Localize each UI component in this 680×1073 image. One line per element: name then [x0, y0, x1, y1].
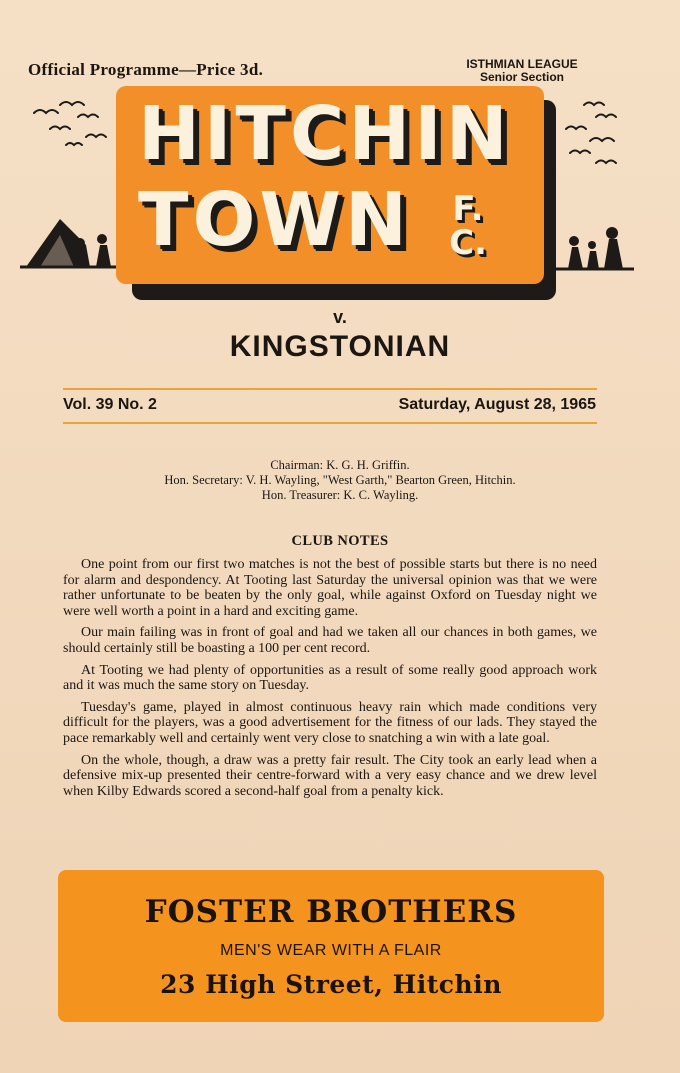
notes-paragraph: Our main failing was in front of goal and had we taken all our chances in both games, we should certainly still be boasting a 100 per cent record. [63, 625, 597, 656]
versus-label: v. [333, 307, 347, 327]
advertiser-address: 23 High Street, Hitchin [160, 970, 502, 999]
notes-paragraph: One point from our first two matches is not the best of possible starts but there is no need for alarm and despondency. At Tooting last Saturday the universal opinion was that we were rather unfortunate to be beaten by the only goal, while against Oxford on Tuesday night we were well worth a point in a hard and exciting game. [63, 557, 597, 619]
right-scene-icon [556, 95, 634, 273]
league-label [452, 58, 592, 84]
divider-bottom [63, 422, 597, 424]
programme-price: Official Programme—Price 3d. [28, 60, 264, 79]
left-scene-icon [20, 95, 120, 270]
notes-paragraph: Tuesday's game, played in almost continuous heavy rain which made conditions very difficult for the players, was a good advertisement for the fitness of our lads. They stayed the pace remarkably well and certainly went very close to snatching a win with a late goal. [63, 699, 597, 746]
advertisement [58, 870, 604, 1022]
league-name: ISTHMIAN LEAGUE [466, 57, 578, 71]
notes-paragraph: At Tooting we had plenty of opportunities as a result of some really good approach work and it was much the same story on Tuesday. [63, 662, 597, 694]
club-notes-title: CLUB NOTES [291, 533, 389, 549]
club-suffix-c: C. [449, 223, 487, 263]
club-name-line2: TOWN [138, 177, 411, 263]
issue-volume: Vol. 39 No. 2 [63, 396, 157, 413]
secretary-line: Hon. Secretary: V. H. Wayling, "West Garth," Bearton Green, Hitchin. [164, 473, 516, 487]
league-section: Senior Section [479, 70, 565, 84]
opponent-name: KINGSTONIAN [229, 330, 451, 363]
club-name-line1: HITCHIN [138, 91, 512, 177]
issue-date: Saturday, August 28, 1965 [398, 396, 596, 413]
club-suffix [448, 189, 488, 263]
advertiser-tagline: MEN'S WEAR WITH A FLAIR [220, 942, 442, 959]
chairman-line: Chairman: K. G. H. Griffin. [270, 458, 410, 472]
notes-paragraph: On the whole, though, a draw was a pretty fair result. The City took an early lead when a defensive mix-up presented their centre-forward with a very easy chance and we drew level when Kilby Edwards scored a second-half goal from a penalty kick. [63, 752, 597, 799]
advertiser-name: FOSTER BROTHERS [144, 894, 518, 930]
club-notes-body [63, 557, 597, 805]
club-officials [0, 458, 680, 503]
treasurer-line: Hon. Treasurer: K. C. Wayling. [261, 488, 419, 502]
club-suffix-f: F. [452, 189, 484, 229]
divider-top [63, 388, 597, 390]
